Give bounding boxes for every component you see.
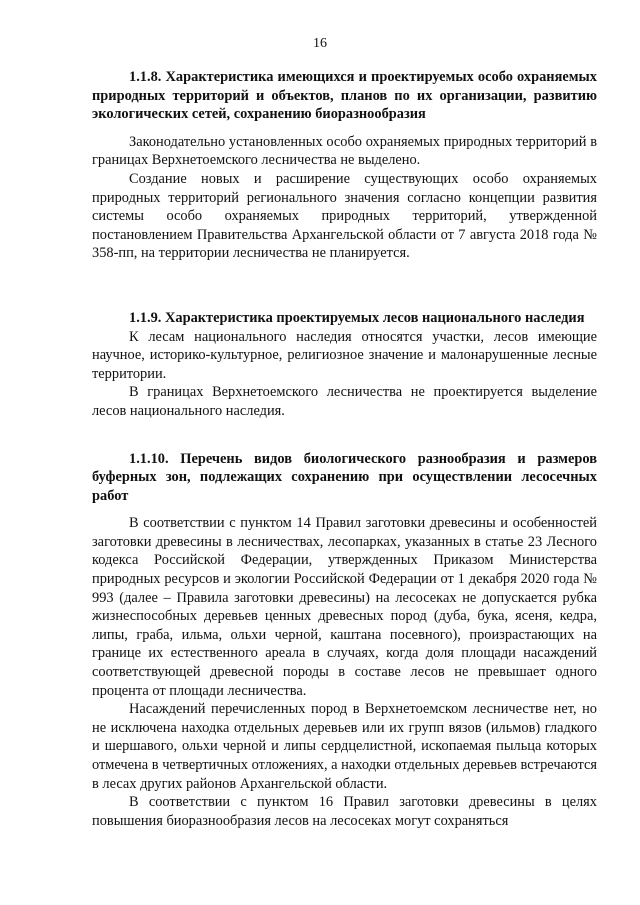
paragraph: Создание новых и расширение существующих особо охраняемых природных территорий регионального значения согласно концепции развития системы особо охраняемых природных территорий, утвержденной постановлением Правительства Архангельской области от 7 августа 2018 года № 358-пп, на территории лесничества не планируется.: [92, 170, 597, 262]
section-heading-1-1-9: 1.1.9. Характеристика проектируемых лесов национального наследия: [129, 309, 585, 326]
paragraph: В границах Верхнетоемского лесничества не проектируется выделение лесов национального наследия.: [92, 384, 597, 419]
paragraph: В соответствии с пунктом 14 Правил заготовки древесины и особенностей заготовки древесины в лесничествах, лесопарках, указанных в статье 23 Лесного кодекса Российской Федерации, утвержденных Приказом Министерства природных ресурсов и экологии Российской Федерации от 1 декабря 2020 года № 993 (далее – Правила заготовки древесины) на лесосеках не допускается рубка жизнеспособных деревьев ценных древесных пород (дуба, бука, ясеня, кедра, липы, граба, ильма, ольхи черной, каштана посевного), произрастающих на границе их естественного ареала в случаях, когда доля площади насаждений соответствующей древесной породы в составе лесов не превышает одного процента от площади лесничества.: [92, 515, 597, 699]
paragraph: В соответствии с пунктом 16 Правил заготовки древесины в целях повышения биоразнообразия лесов на лесосеках могут сохраняться: [92, 794, 597, 829]
section-heading-1-1-10: 1.1.10. Перечень видов биологического разнообразия и размеров буферных зон, подлежащих сохранению при осуществлении лесосечных работ: [92, 450, 597, 504]
page-number: 16: [313, 36, 327, 51]
paragraph: Законодательно установленных особо охраняемых природных территорий в границах Верхнетоемского лесничества не выделено.: [92, 133, 597, 169]
paragraph: К лесам национального наследия относятся участки, лесов имеющие научное, историко-культурное, религиозное значение и малонарушенные лесные территории.: [92, 328, 597, 382]
document-body: [92, 68, 597, 830]
paragraph: Насаждений перечисленных пород в Верхнетоемском лесничестве нет, но не исключена находка отдельных деревьев или их групп вязов (ильмов) гладкого и шершавого, ольхи черной и липы сердцелистной, ископаемая пыльца которых отмечена в четвертичных отложениях, а находки отдельных деревьев встречаются в лесах других районов Архангельской области.: [92, 701, 597, 792]
section-heading-1-1-8: 1.1.8. Характеристика имеющихся и проектируемых особо охраняемых природных территорий и объектов, планов по их организации, развитию экологических сетей, сохранению биоразнообразия: [92, 69, 597, 123]
